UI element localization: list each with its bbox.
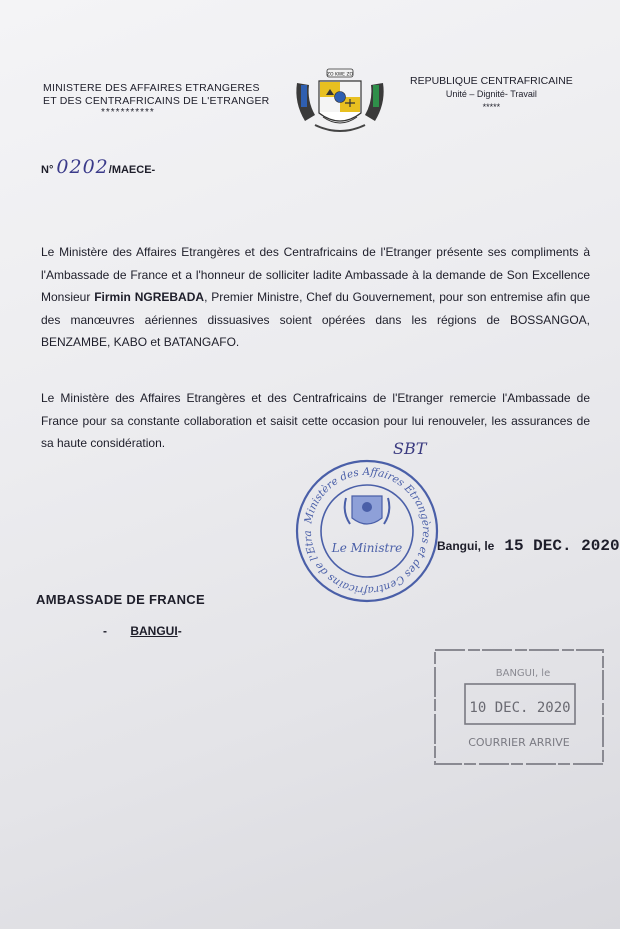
national-motto: Unité – Dignité- Travail bbox=[445, 89, 537, 99]
republic-name: REPUBLIQUE CENTRAFRICAINE bbox=[410, 75, 573, 87]
received-stamp-bottom: COURRIER ARRIVE bbox=[468, 736, 570, 749]
ministry-stamp-icon bbox=[294, 458, 440, 609]
received-stamp-icon bbox=[433, 648, 605, 773]
republic-header bbox=[410, 75, 573, 114]
ministry-line1: MINISTERE DES AFFAIRES ETRANGERES bbox=[43, 82, 260, 94]
stamp-ring-text: Ministère des Affaires Etrangères et des Centrafricains de l'Etra bbox=[301, 465, 433, 597]
date-prefix: Bangui, le bbox=[437, 539, 495, 553]
coat-of-arms-icon bbox=[291, 63, 389, 144]
republic-stars: ***** bbox=[482, 102, 501, 112]
coat-label: ZO KWE ZO bbox=[326, 72, 354, 78]
body-paragraph-1 bbox=[41, 241, 590, 354]
body-paragraph-2: Le Ministère des Affaires Etrangères et des Centrafricains de l'Etranger remercie l'Ambassade de France pour sa constante collaboration et saisit cette occasion pour lui renouveler, les assurances de sa haute considération. bbox=[41, 391, 590, 450]
date-value: 15 DEC. 2020 bbox=[504, 537, 620, 555]
city-suffix: - bbox=[177, 624, 182, 638]
reference-suffix: /MAECE- bbox=[108, 164, 156, 176]
addressee-name: AMBASSADE DE FRANCE bbox=[36, 592, 205, 607]
ministry-stars: *********** bbox=[101, 107, 155, 118]
city-dash: - bbox=[103, 624, 107, 638]
signature-initials: SBT bbox=[393, 439, 427, 458]
stamp-center-text: Le Ministre bbox=[331, 541, 403, 555]
reference-number bbox=[41, 156, 155, 178]
paragraph-1-text: Le Ministère des Affaires Etrangères et des Centrafricains de l'Etranger présente ses compliments à l'Ambassade de France et a l'honneur de solliciter ladite Ambassade à la demande de Son Excellence Monsieur bbox=[41, 245, 590, 304]
paragraph-1-text-end: , Premier Ministre, Chef du Gouvernement, pour son entremise afin que des manœuvres aériennes dissuasives soient opérées dans les régions de BOSSANGOA, BENZAMBE, KABO et BATANGAFO. bbox=[41, 290, 591, 349]
ministry-line2: ET DES CENTRAFRICAINS DE L'ETRANGER bbox=[43, 95, 270, 107]
ministry-header bbox=[43, 82, 269, 118]
reference-handwritten-number: 0202 bbox=[56, 156, 109, 178]
received-stamp-top: BANGUI, le bbox=[495, 668, 551, 679]
date-line bbox=[437, 537, 620, 555]
received-stamp-date: 10 DEC. 2020 bbox=[469, 700, 571, 716]
reference-prefix: N° bbox=[41, 164, 54, 176]
prime-minister-name: Firmin NGREBADA bbox=[94, 290, 205, 304]
city-name: BANGUI bbox=[130, 624, 178, 638]
svg-text:Ministère des Affaires Etrangè bbox=[294, 458, 432, 596]
addressee-city bbox=[103, 624, 182, 638]
